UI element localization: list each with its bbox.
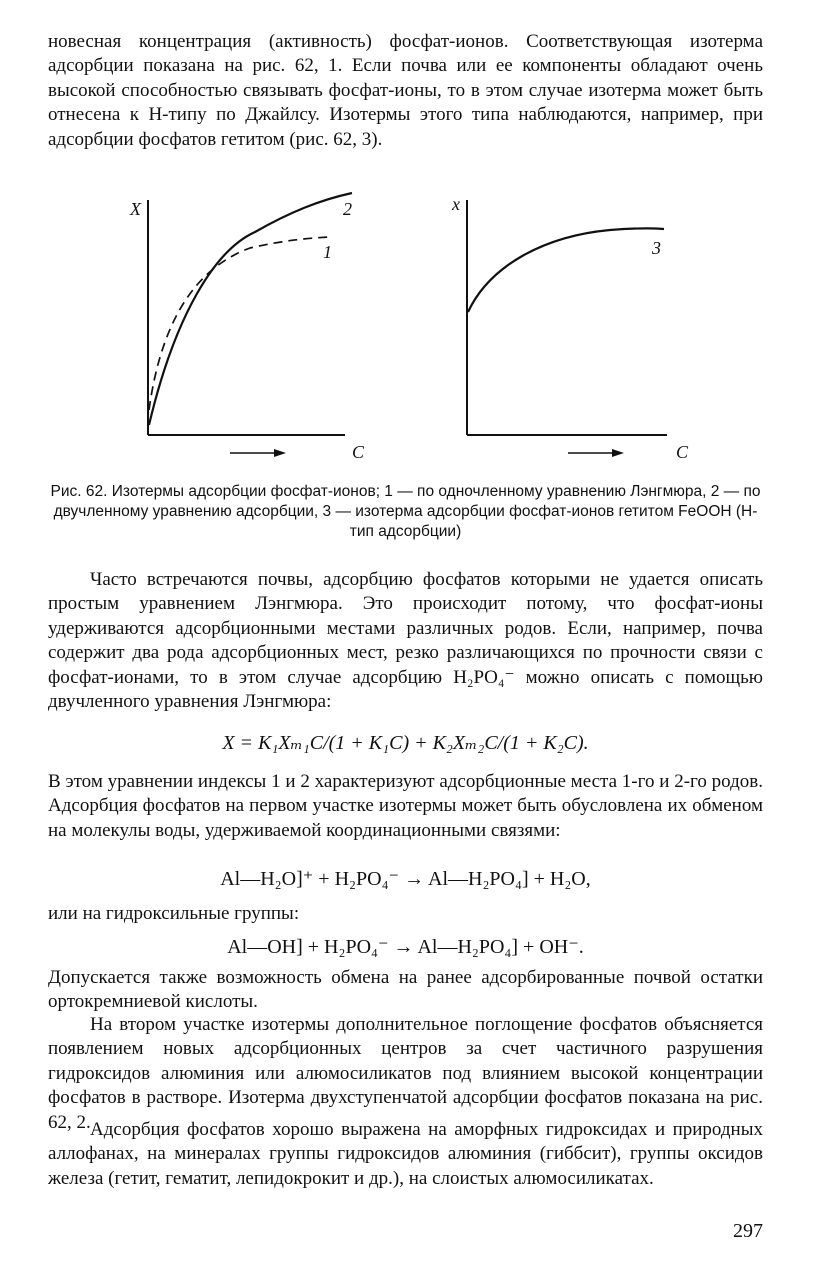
- equation-two-term-langmuir: X = K₁Xₘ₁C/(1 + K₁C) + K₂Xₘ₂C/(1 + K₂C).: [222, 732, 589, 754]
- right-arrow-head: [612, 449, 624, 457]
- paragraph-silicic-acid: Допускается также возможность обмена на ранее адсорбированные почвой остатки ортокремниевой кислоты.: [48, 967, 763, 1013]
- curve-1-label: 1: [323, 242, 332, 262]
- figure-caption: Рис. 62. Изотермы адсорбции фосфат-ионов; 1 — по одночленному уравнению Лэнгмюра, 2 — по двучленному уравнению адсорбции, 3 — изотерма адсорбции фосфат-ионов гетитом FeOOH (H-тип адсорбции): [50, 483, 761, 540]
- left-y-axis-label: X: [130, 199, 141, 219]
- equation-water-exchange: Al—H₂O]⁺ + H₂PO₄⁻ → Al—H₂PO₄] + H₂O,: [220, 868, 591, 890]
- paragraph-indices: В этом уравнении индексы 1 и 2 характеризуют адсорбционные места 1-го и 2-го родов. Адсорбция фосфатов на первом участке изотермы может быть обусловлена их обменом на молекулы воды, удерживаемой координационными связями:: [48, 771, 763, 841]
- right-y-axis-label: x: [452, 194, 460, 214]
- paragraph-hydroxyl: или на гидроксильные группы:: [48, 903, 300, 924]
- curve-2-label: 2: [343, 199, 352, 219]
- curve-1-langmuir: [149, 237, 330, 410]
- paragraph-minerals: Адсорбция фосфатов хорошо выражена на аморфных гидроксидах и природных аллофанах, на минералах группы гидроксидов алюминия (гиббсит), группы оксидов железа (гетит, гематит, лепидокрокит и др.), на слоистых алюмосиликатах.: [48, 1119, 763, 1189]
- paragraph-intro: новесная концентрация (активность) фосфат-ионов. Соответствующая изотерма адсорбции показана на рис. 62, 1. Если почва или ее компоненты обладают очень высокой способностью связывать фосфат-ионы, то в этом случае изотерма может быть отнесена к H-типу по Джайлсу. Изотермы этого типа наблюдаются, например, при адсорбции фосфатов гетитом (рис. 62, 3).: [48, 31, 763, 150]
- left-x-axis-label: C: [352, 442, 365, 462]
- paragraph-two-term: Часто встречаются почвы, адсорбцию фосфатов которыми не удается описать простым уравнением Лэнгмюра. Это происходит потому, что фосфат-ионы удерживаются адсорбционными местами различных родов. Если, например, почва содержит два рода адсорбционных мест, резко различающихся по прочности связи с фосфат-ионами, то в этом случае адсорбцию H₂PO₄⁻ можно описать с помощью двучленного уравнения Лэнгмюра:: [48, 569, 763, 713]
- left-arrow-head: [274, 449, 286, 457]
- right-x-axis-label: C: [676, 442, 689, 462]
- curve-3-h-type: [468, 228, 664, 312]
- figure-62: [0, 0, 813, 470]
- page-number: 297: [733, 1220, 763, 1242]
- curve-3-label: 3: [652, 238, 661, 258]
- paragraph-second-stage: На втором участке изотермы дополнительное поглощение фосфатов объясняется появлением новых адсорбционных центров за счет частичного разрушения гидроксидов алюминия или алюмосиликатов под влиянием высокой концентрации фосфатов в растворе. Изотерма двухступенчатой адсорбции фосфатов показана на рис. 62, 2.: [48, 1014, 763, 1133]
- equation-hydroxyl-exchange: Al—OH] + H₂PO₄⁻ → Al—H₂PO₄] + OH⁻.: [227, 936, 584, 958]
